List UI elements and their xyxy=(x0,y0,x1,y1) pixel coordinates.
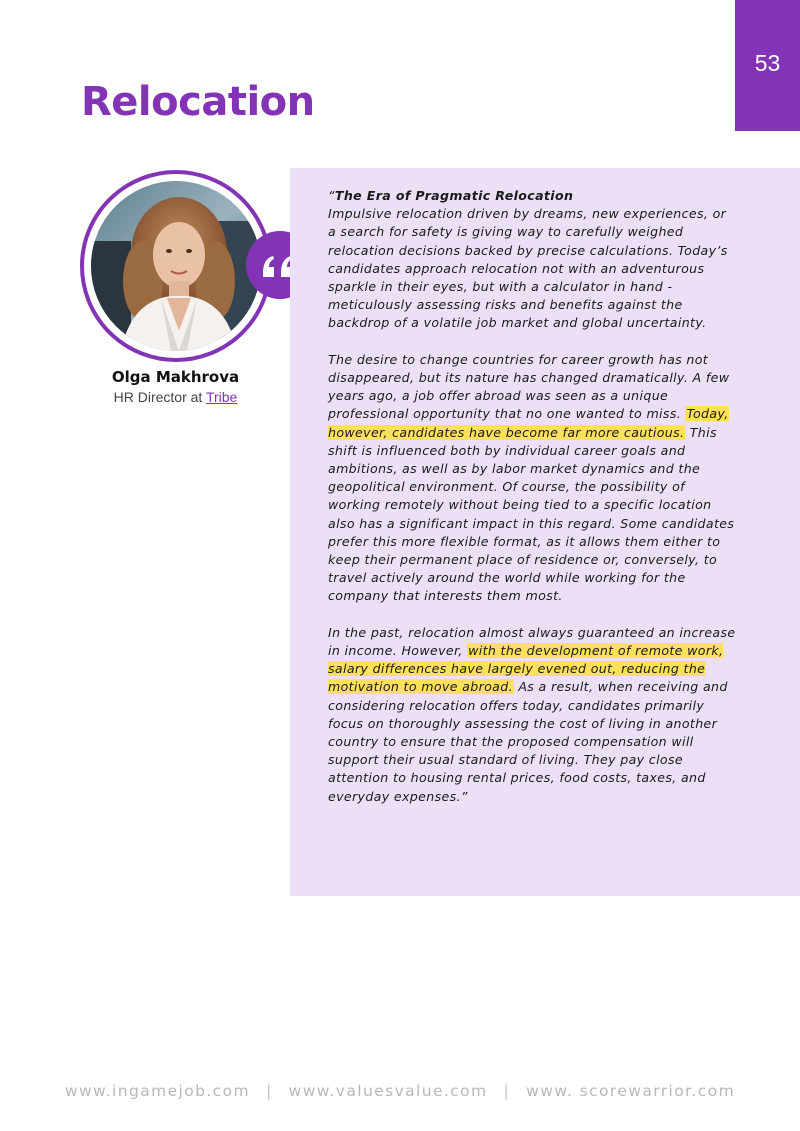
page-number-tab xyxy=(735,0,800,131)
page-number: 53 xyxy=(754,50,781,76)
footer-link-ingamejob[interactable]: www.ingamejob.com xyxy=(64,1082,250,1100)
quote-open-mark: “ xyxy=(328,188,335,203)
person-role xyxy=(80,389,271,405)
quote-highlight-2: with the development of remote work, salary differences have largely evened out, reducing the motivation to move abroad. xyxy=(328,643,724,695)
quote-panel xyxy=(290,168,800,896)
company-link[interactable]: Tribe xyxy=(205,389,238,405)
quote-heading: The Era of Pragmatic Relocation xyxy=(334,188,574,203)
quote-paragraph-1-text: Impulsive relocation driven by dreams, new experiences, or a search for safety is giving way to carefully weighed relocation decisions backed by precise calculations. Today’s candidates approach relocation not with an adventurous sparkle in their eyes, but with a calculator in hand - meticulously assessing risks and benefits against the backdrop of a volatile job market and global uncertainty. xyxy=(328,206,728,331)
quote-paragraph-3-text-b: As a result, when receiving and considering relocation offers today, candidates primarily focus on thoroughly assessing the cost of living in another country to ensure that the proposed compensation will support their usual standard of living. They pay close attention to housing rental prices, food costs, taxes, and everyday expenses.” xyxy=(328,679,728,804)
footer-separator: | xyxy=(503,1082,511,1100)
footer-link-valuesvalue[interactable]: www.valuesvalue.com xyxy=(288,1082,488,1100)
avatar-photo xyxy=(91,181,261,351)
quote-paragraph-1 xyxy=(328,187,736,333)
quote-paragraph-2-text-b: This shift is influenced both by individual career goals and ambitions, as well as by labor market dynamics and the geopolitical environment. Of course, the possibility of working remotely without being tied to a specific location also has a significant impact in this regard. Some candidates prefer this more flexible format, as it allows them either to keep their permanent place of residence or, conversely, to travel actively around the world while working for the company that interests them most. xyxy=(328,424,735,604)
quote-text xyxy=(328,187,736,824)
quote-paragraph-2-text-a: The desire to change countries for career growth has not disappeared, but its nature has changed dramatically. A few years ago, a job offer abroad was seen as a unique professional opportunity that no one wanted to miss. xyxy=(328,351,730,422)
page-title: Relocation xyxy=(81,79,315,125)
quote-paragraph-3-text-a: In the past, relocation almost always guaranteed an increase in income. However, xyxy=(328,624,736,659)
quote-highlight-1: Today, however, candidates have become far more cautious. xyxy=(328,406,729,440)
footer-separator: | xyxy=(266,1082,273,1100)
quote-paragraph-3 xyxy=(328,624,736,806)
avatar xyxy=(91,181,261,351)
footer xyxy=(0,1082,800,1100)
person-role-prefix: HR Director at xyxy=(113,389,203,405)
quote-paragraph-2 xyxy=(328,351,736,606)
avatar-ring xyxy=(80,170,272,362)
person-name: Olga Makhrova xyxy=(111,368,240,386)
footer-link-scorewarrior[interactable]: www. scorewarrior.com xyxy=(526,1082,736,1100)
